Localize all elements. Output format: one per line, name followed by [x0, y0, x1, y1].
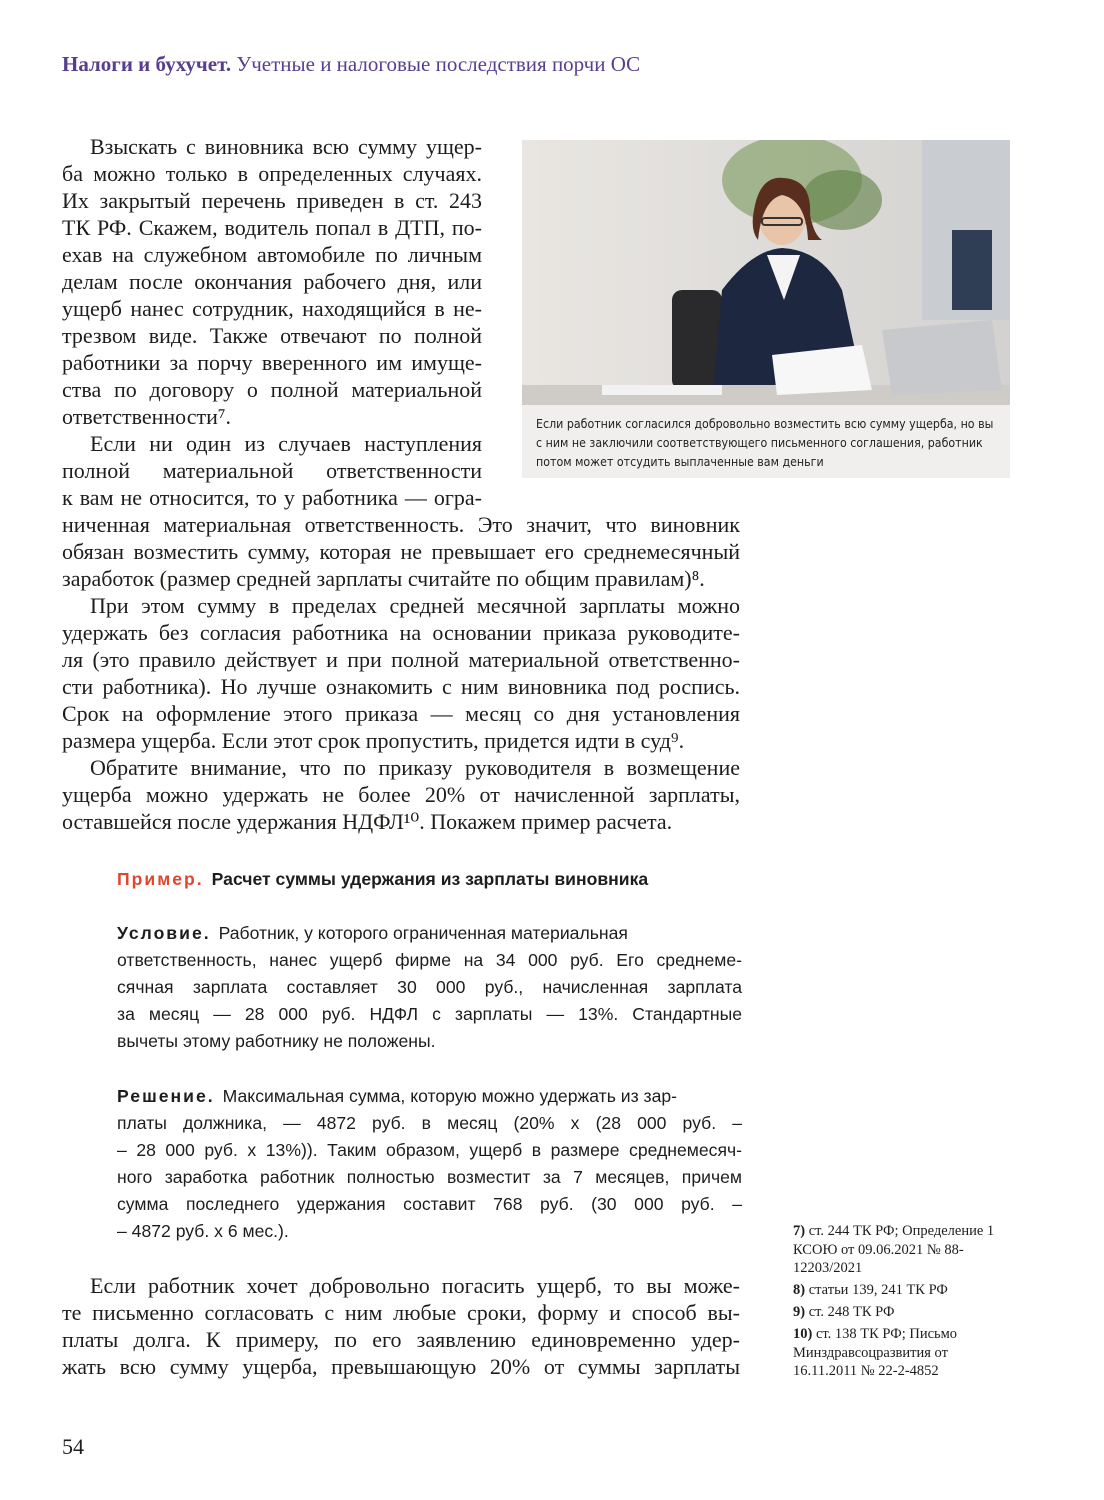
text-line: к вам не относится, то у работника — огра-: [62, 485, 482, 510]
text-line: Если ни один из случаев наступления: [90, 431, 482, 456]
text-line: ба можно только в определенных случаях.: [62, 161, 482, 186]
footnote: [793, 1281, 1013, 1300]
text-line: платы долга. К примеру, по его заявлению единовременно удер-: [62, 1327, 740, 1352]
text-line: – 4872 руб. х 6 мес.).: [117, 1221, 289, 1241]
text-line: заработок (размер средней зарплаты считайте по общим правилам)⁸.: [62, 566, 705, 591]
footnote-text: ст. 248 ТК РФ: [808, 1304, 895, 1320]
text-line: сти работника). Но лучше ознакомить с ним виновника под роспись.: [62, 674, 740, 699]
body-text-wide: [62, 511, 740, 835]
text-line: удержать без согласия работника на основании приказа руководите-: [62, 620, 740, 645]
footnote-text: статьи 139, 241 ТК РФ: [808, 1282, 948, 1298]
footnote-number: 7): [793, 1223, 806, 1239]
caption-line: Если работник согласился добровольно возместить всю сумму ущерба, но вы: [536, 417, 994, 431]
text-line: ного заработка работник полностью возместит за 7 месяцев, причем: [117, 1167, 742, 1187]
text-line: Их закрытый перечень приведен в ст. 243: [62, 188, 482, 213]
running-header: [62, 52, 640, 77]
footnote-text: ст. 244 ТК РФ; Определение 1 КСОЮ от 09.06.2021 № 88-12203/2021: [793, 1223, 995, 1276]
text-line: ехав на служебном автомобиле по личным: [62, 242, 482, 267]
text-line: трезвом виде. Также отвечают по полной: [62, 323, 482, 348]
header-section: Налоги и бухучет.: [62, 52, 232, 76]
body-text-bottom: [62, 1272, 740, 1380]
footnote: [793, 1222, 1013, 1278]
footnote: [793, 1303, 1013, 1322]
text-line: ля (это правило действует и при полной материальной ответственно-: [62, 647, 740, 672]
footnote-text: ст. 138 ТК РФ; Письмо Минздравсоцразвития от 16.11.2011 № 22-2-4852: [793, 1326, 958, 1379]
text-line: ответственности⁷.: [62, 404, 232, 429]
photo-caption: [522, 405, 1010, 478]
page-number: 54: [62, 1434, 84, 1459]
text-line: ниченная материальная ответственность. Это значит, что виновник: [62, 512, 740, 537]
text-line: жать всю сумму ущерба, превышающую 20% от суммы зарплаты: [62, 1354, 740, 1379]
footnote: [793, 1325, 1013, 1381]
text-line: – 28 000 руб. х 13%)). Таким образом, ущерб в размере среднемесяч-: [117, 1140, 742, 1160]
text-line: работники за порчу вверенного им имуще-: [62, 350, 482, 375]
text-line: те письменно согласовать с ним любые сроки, форму и способ вы-: [62, 1300, 740, 1325]
example-condition: [117, 920, 742, 1055]
example-solution: [117, 1083, 742, 1245]
example-title: [117, 866, 742, 893]
text-line-content: Максимальная сумма, которую можно удержать из зар-: [222, 1086, 678, 1106]
text-line: оставшейся после удержания НДФЛ¹⁰. Покажем пример расчета.: [62, 809, 673, 834]
text-line: Взыскать с виновника всю сумму ущер-: [90, 134, 482, 159]
footnotes: [793, 1222, 1013, 1384]
text-line: размера ущерба. Если этот срок пропустить, придется идти в суд⁹.: [62, 728, 685, 753]
text-line: сумма последнего удержания составит 768 руб. (30 000 руб. –: [117, 1194, 742, 1214]
footnote-number: 8): [793, 1282, 806, 1298]
text-line: Срок на оформление этого приказа — месяц со дня установления: [62, 701, 740, 726]
text-line: [117, 920, 742, 947]
text-line: ущерба можно удержать не более 20% от начисленной зарплаты,: [62, 782, 740, 807]
text-line: полной материальной ответственности: [62, 458, 482, 483]
text-line: вычеты этому работнику не положены.: [117, 1031, 436, 1051]
text-line: При этом сумму в пределах средней месячной зарплаты можно: [90, 593, 740, 618]
text-line: делам после окончания рабочего дня, или: [62, 269, 482, 294]
header-title: Учетные и налоговые последствия порчи ОС: [236, 52, 641, 76]
text-line: Обратите внимание, что по приказу руководителя в возмещение: [90, 755, 740, 780]
example-label: Пример.: [117, 869, 204, 889]
text-line: ответственность, нанес ущерб фирме на 34 000 руб. Его среднеме-: [117, 950, 742, 970]
text-line: ТК РФ. Скажем, водитель попал в ДТП, по-: [62, 215, 482, 240]
example-section-label: Условие.: [117, 923, 211, 943]
text-line: Если работник хочет добровольно погасить ущерб, то вы може-: [90, 1273, 740, 1298]
body-text-narrow: [62, 133, 482, 511]
text-line: ства по договору о полной материальной: [62, 377, 482, 402]
text-line-content: Работник, у которого ограниченная материальная: [218, 923, 628, 943]
footnote-number: 10): [793, 1326, 813, 1342]
text-line: сячная зарплата составляет 30 000 руб., начисленная зарплата: [117, 977, 742, 997]
caption-line: с ним не заключили соответствующего письменного соглашения, работник: [536, 436, 983, 450]
text-line: платы должника, — 4872 руб. в месяц (20% х (28 000 руб. –: [117, 1113, 742, 1133]
article-photo: [522, 140, 1010, 405]
example-section-label: Решение.: [117, 1086, 215, 1106]
caption-line: потом может отсудить выплаченные вам деньги: [536, 455, 824, 469]
text-line: ущерб нанес сотрудник, находящийся в не-: [62, 296, 482, 321]
footnote-number: 9): [793, 1304, 806, 1320]
text-line: обязан возместить сумму, которая не превышает его среднемесячный: [62, 539, 740, 564]
text-line: за месяц — 28 000 руб. НДФЛ с зарплаты — 13%. Стандартные: [117, 1004, 742, 1024]
example-heading: Расчет суммы удержания из зарплаты виновника: [211, 869, 649, 889]
text-line: [117, 1083, 742, 1110]
